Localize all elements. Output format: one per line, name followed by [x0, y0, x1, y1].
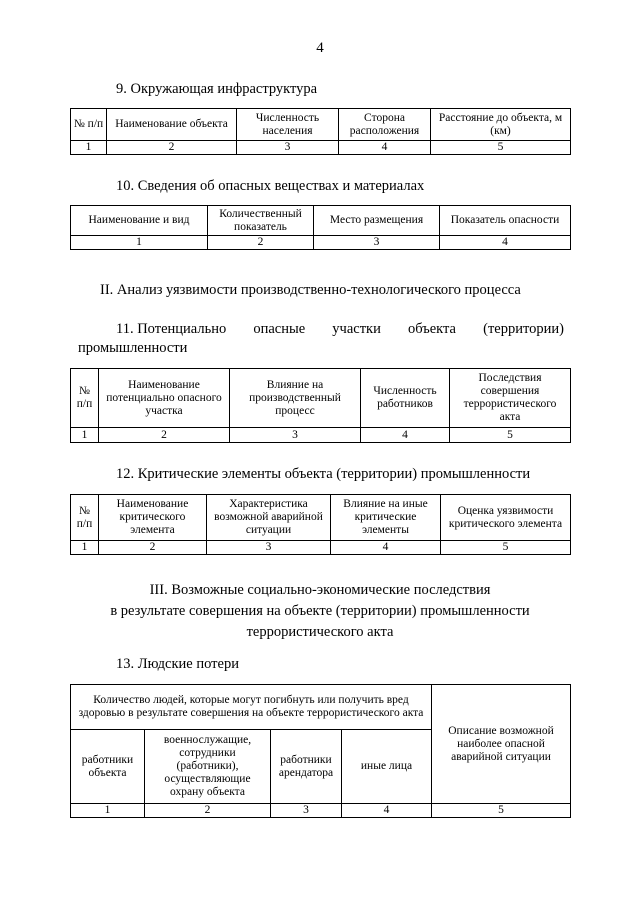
col-index: 2: [145, 804, 271, 818]
table-number-row: [71, 236, 571, 250]
col-index: 2: [99, 541, 207, 555]
col-index: 2: [208, 236, 314, 250]
col-security-personnel-header: военнослужащие, сотрудники (работники), осуществляющие охрану объекта: [145, 730, 271, 804]
col-element-name-header: Наименование критического элемента: [99, 495, 207, 541]
col-index: 4: [361, 428, 450, 443]
col-index: 1: [71, 428, 99, 443]
col-index: 3: [237, 141, 339, 155]
col-index: 2: [107, 141, 237, 155]
section-12-title: 12. Критические элементы объекта (территории) промышленности: [116, 466, 531, 482]
table-header-row: [71, 206, 571, 236]
table-header-row: [71, 369, 571, 428]
part-3-title-line: в результате совершения на объекте (территории) промышленности: [110, 603, 530, 619]
col-index: 4: [342, 804, 432, 818]
hazardous-areas-table: [70, 368, 571, 443]
col-hazard-header: Показатель опасности: [440, 206, 571, 236]
infrastructure-table: [70, 108, 571, 155]
table-number-row: [71, 541, 571, 555]
col-index: 2: [99, 428, 230, 443]
people-count-group-header: Количество людей, которые могут погибнуть или получить вред здоровью в результате совершения на объекте террористического акта: [71, 685, 432, 730]
col-quantity-header: Количественный показатель: [208, 206, 314, 236]
col-index: 3: [314, 236, 440, 250]
col-index: 3: [230, 428, 361, 443]
col-other-persons-header: иные лица: [342, 730, 432, 804]
critical-elements-table: [70, 494, 571, 555]
col-index: 4: [331, 541, 441, 555]
col-index: 1: [71, 541, 99, 555]
table-number-row: [71, 428, 571, 443]
col-index: 1: [71, 141, 107, 155]
col-index: 5: [441, 541, 571, 555]
table-header-row: [71, 685, 571, 730]
title-word: опасные: [253, 321, 306, 337]
col-index: 1: [71, 236, 208, 250]
col-population-header: Численность населения: [237, 109, 339, 141]
col-index: 5: [431, 141, 571, 155]
col-location-header: Место размещения: [314, 206, 440, 236]
page-number: 4: [316, 40, 324, 56]
col-workers-header: Численность работников: [361, 369, 450, 428]
table-number-row: [71, 141, 571, 155]
col-index: 1: [71, 804, 145, 818]
col-object-workers-header: работники объекта: [71, 730, 145, 804]
title-word: объекта: [407, 321, 456, 337]
section-9-title: 9. Окружающая инфраструктура: [116, 81, 318, 97]
col-distance-header: Расстояние до объекта, м (км): [431, 109, 571, 141]
description-header: Описание возможной наиболее опасной аварийной ситуации: [432, 685, 571, 804]
col-index: 4: [339, 141, 431, 155]
col-index: 4: [440, 236, 571, 250]
col-consequences-header: Последствия совершения террористического акта: [450, 369, 571, 428]
col-tenant-workers-header: работники арендатора: [271, 730, 342, 804]
section-10-title: 10. Сведения об опасных веществах и материалах: [116, 178, 425, 194]
col-emergency-header: Характеристика возможной аварийной ситуации: [207, 495, 331, 541]
col-name-type-header: Наименование и вид: [71, 206, 208, 236]
col-index: 5: [432, 804, 571, 818]
title-word: (территории): [483, 321, 564, 337]
title-word: 11. Потенциально: [116, 321, 227, 337]
col-index: 5: [450, 428, 571, 443]
section-11-title-line2: промышленности: [78, 340, 188, 356]
col-vulnerability-header: Оценка уязвимости критического элемента: [441, 495, 571, 541]
table-number-row: [71, 804, 571, 818]
col-number-header: № п/п: [71, 495, 99, 541]
part-3-title-line: террористического акта: [246, 624, 394, 640]
col-index: 3: [271, 804, 342, 818]
part-3-title-line: III. Возможные социально-экономические последствия: [149, 582, 491, 598]
col-index: 3: [207, 541, 331, 555]
col-influence-header: Влияние на производственный процесс: [230, 369, 361, 428]
section-13-title: 13. Людские потери: [116, 656, 239, 672]
col-number-header: № п/п: [71, 369, 99, 428]
col-influence-header: Влияние на иные критические элементы: [331, 495, 441, 541]
col-area-name-header: Наименование потенциально опасного участка: [99, 369, 230, 428]
part-2-title: II. Анализ уязвимости производственно-технологического процесса: [100, 282, 521, 298]
table-header-row: [71, 495, 571, 541]
col-side-header: Сторона расположения: [339, 109, 431, 141]
col-name-header: Наименование объекта: [107, 109, 237, 141]
col-number-header: № п/п: [71, 109, 107, 141]
hazardous-substances-table: [70, 205, 571, 250]
human-losses-table: [70, 684, 571, 818]
title-word: участки: [332, 321, 381, 337]
section-11-title: [116, 321, 564, 338]
table-header-row: [71, 109, 571, 141]
part-3-title: [0, 580, 640, 643]
